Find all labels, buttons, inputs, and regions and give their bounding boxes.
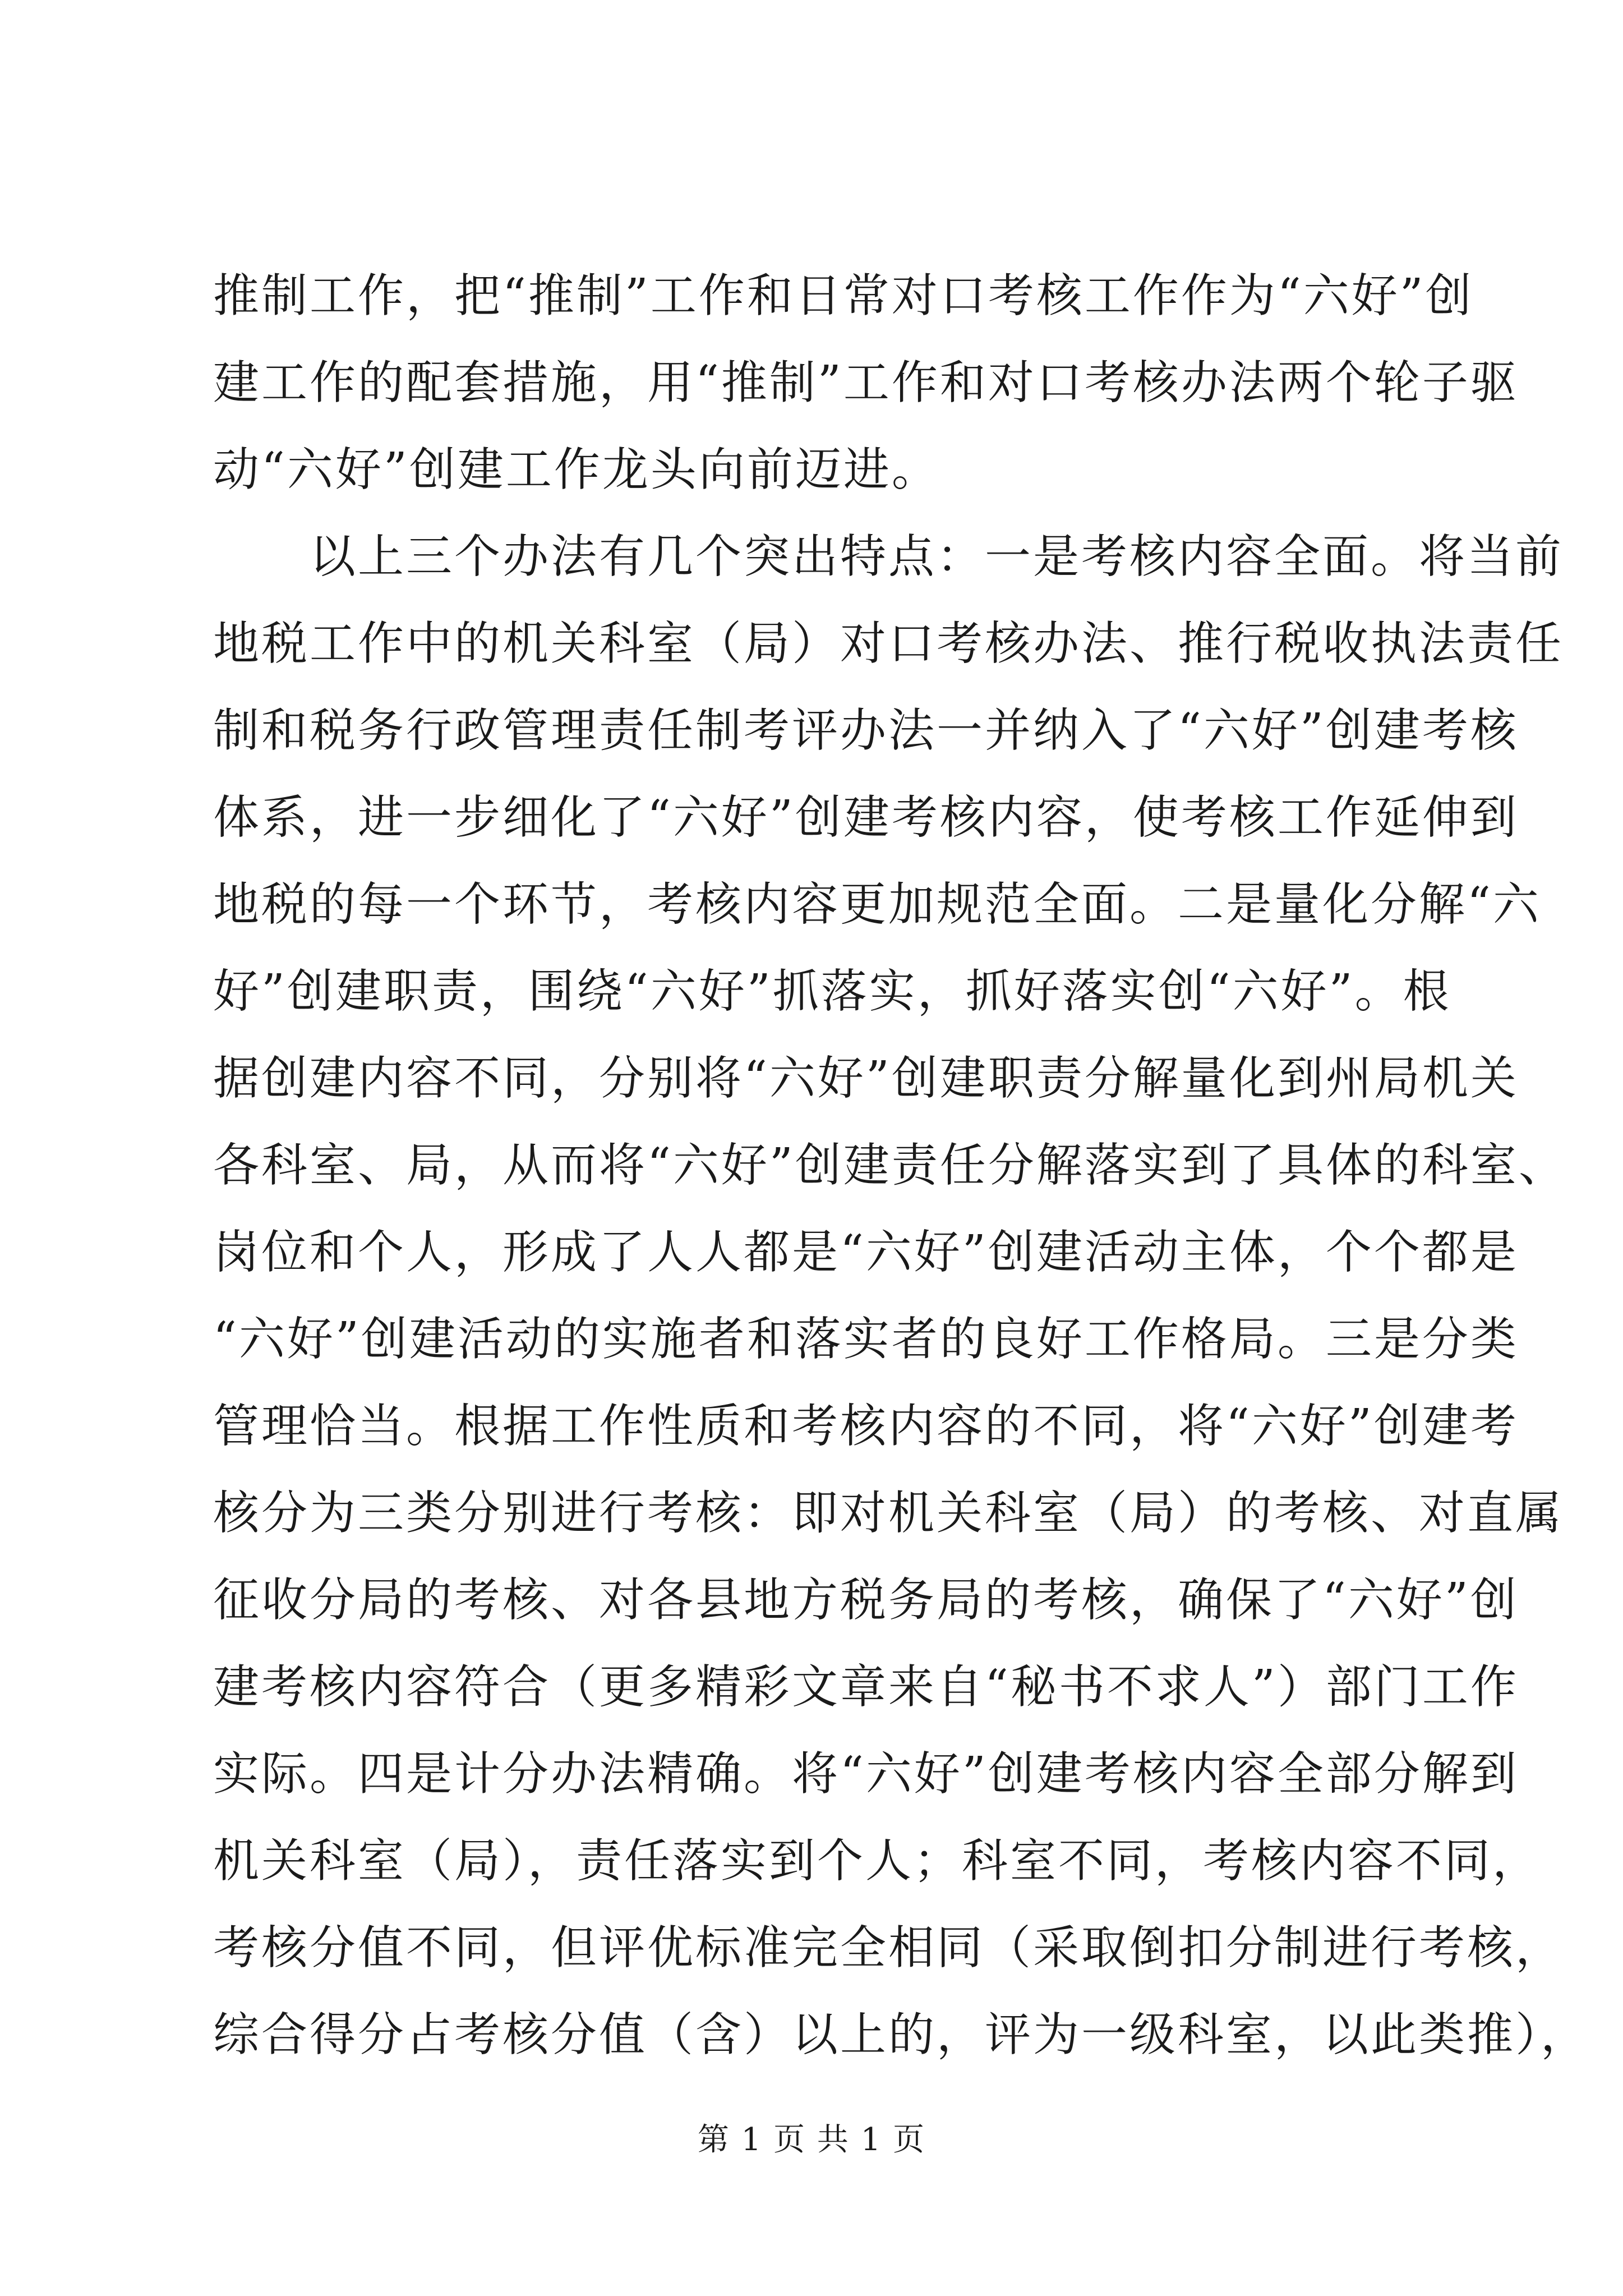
text-line-6: 制和税务行政管理责任制考评办法一并纳入了“六好”创建考核	[213, 704, 1519, 757]
text-line-3: 动“六好”创建工作龙头向前迈进。	[213, 443, 940, 496]
text-line-16: 征收分局的考核、对各县地方税务局的考核，确保了“六好”创	[213, 1573, 1519, 1627]
text-line-12: 岗位和个人，形成了人人都是“六好”创建活动主体，个个都是	[213, 1226, 1519, 1279]
text-line-8: 地税的每一个环节，考核内容更加规范全面。二是量化分解“六	[213, 878, 1541, 931]
text-line-15: 核分为三类分别进行考核：即对机关科室（局）的考核、对直属	[213, 1487, 1564, 1540]
text-line-2: 建工作的配套措施，用“推制”工作和对口考核办法两个轮子驱	[213, 356, 1519, 409]
text-line-19: 机关科室（局），责任落实到个人；科室不同，考核内容不同，	[213, 1834, 1541, 1888]
document-body	[213, 252, 1589, 2078]
text-line-13: “六好”创建活动的实施者和落实者的良好工作格局。三是分类	[213, 1313, 1519, 1366]
text-line-14: 管理恰当。根据工作性质和考核内容的不同，将“六好”创建考	[213, 1400, 1519, 1453]
text-line-4: 以上三个办法有几个突出特点：一是考核内容全面。将当前	[213, 530, 1564, 583]
text-line-10: 据创建内容不同，分别将“六好”创建职责分解量化到州局机关	[213, 1052, 1519, 1105]
text-line-1: 推制工作，把“推制”工作和日常对口考核工作作为“六好”创	[213, 269, 1474, 323]
page-number-footer: 第 1 页 共 1 页	[697, 2122, 926, 2158]
text-line-11: 各科室、局，从而将“六好”创建责任分解落实到了具体的科室、	[213, 1139, 1567, 1192]
text-line-9: 好”创建职责，围绕“六好”抓落实，抓好落实创“六好”。根	[213, 965, 1451, 1018]
text-line-18: 实际。四是计分办法精确。将“六好”创建考核内容全部分解到	[213, 1747, 1519, 1801]
text-line-21: 综合得分占考核分值（含）以上的，评为一级科室，以此类推），	[213, 2008, 1589, 2062]
text-line-17: 建考核内容符合（更多精彩文章来自“秘书不求人”）部门工作	[213, 1660, 1519, 1714]
text-line-20: 考核分值不同，但评优标准完全相同（采取倒扣分制进行考核，	[213, 1921, 1564, 1975]
text-line-7: 体系，进一步细化了“六好”创建考核内容，使考核工作延伸到	[213, 791, 1519, 844]
text-line-5: 地税工作中的机关科室（局）对口考核办法、推行税收执法责任	[213, 617, 1564, 670]
